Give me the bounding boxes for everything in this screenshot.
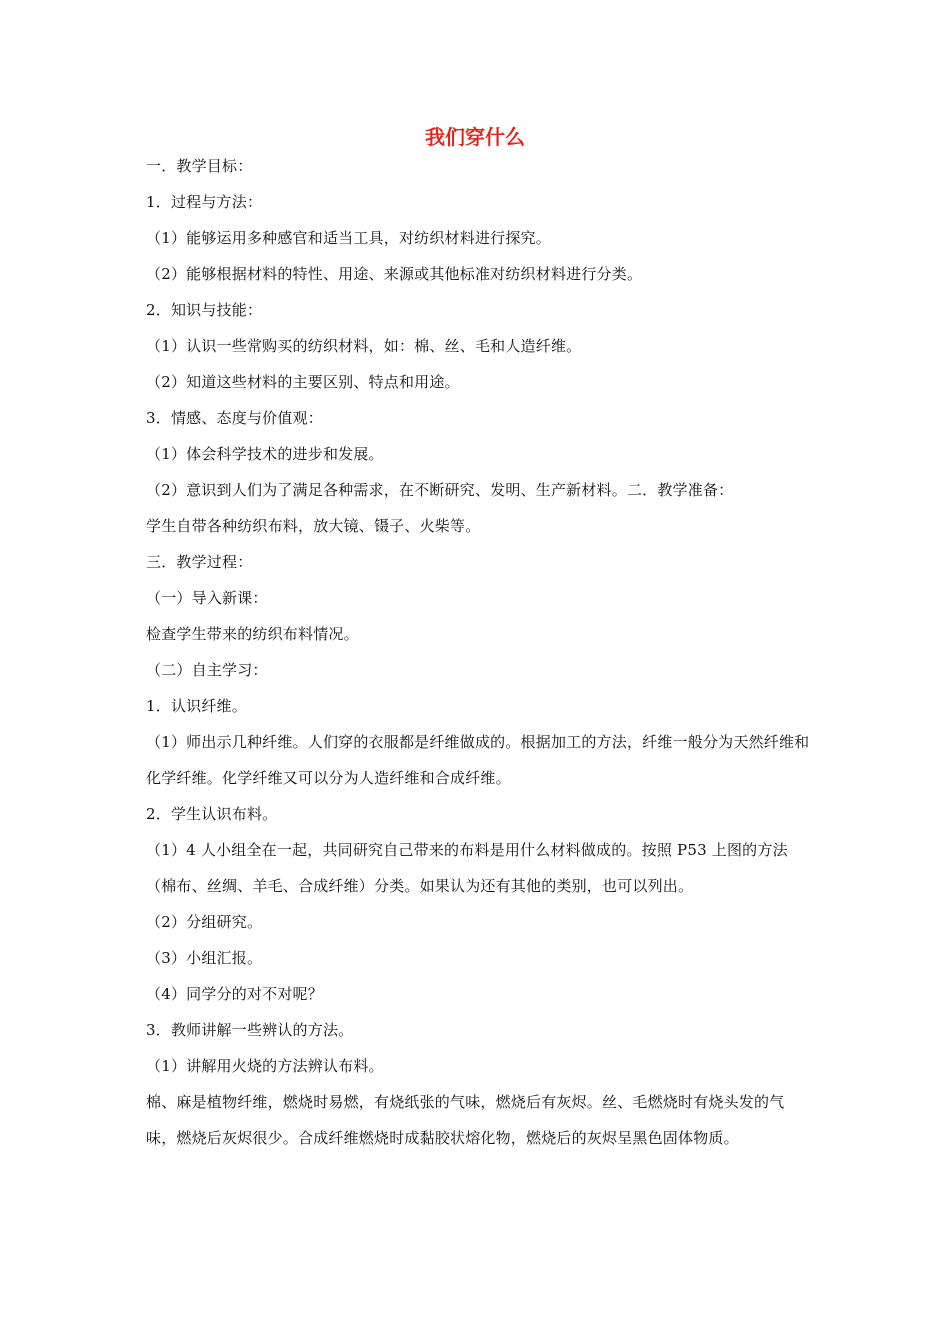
text-line: （2）能够根据材料的特性、用途、来源或其他标准对纺织材料进行分类。	[146, 265, 643, 283]
paragraph-group-study: （1）4 人小组全在一起，共同研究自己带来的布料是用什么材料做成的。按照 P53 上图的方法（棉布、丝绸、羊毛、合成纤维）分类。如果认为还有其他的类别，也可以列出。	[146, 841, 788, 895]
subheading-emotion-values: 3．情感、态度与价值观：	[146, 409, 323, 427]
text-line: 3．教师讲解一些辨认的方法。	[146, 1021, 354, 1039]
text-line: （4）同学分的对不对呢？	[146, 985, 323, 1003]
subheading-intro: （一）导入新课：	[146, 589, 268, 607]
text-line: 检查学生带来的纺织布料情况。	[146, 625, 359, 643]
heading-teaching-goals: 一．教学目标：	[146, 157, 253, 175]
text-line: （1）认识一些常购买的纺织材料，如：棉、丝、毛和人造纤维。	[146, 337, 582, 355]
text-line: 学生自带各种纺织布料，放大镜、镊子、火柴等。	[146, 517, 481, 535]
text-line: （1）能够运用多种感官和适当工具，对纺织材料进行探究。	[146, 229, 551, 247]
text-line: （2）意识到人们为了满足各种需求，在不断研究、发明、生产新材料。二．教学准备：	[146, 481, 734, 499]
subheading-process-method: 1．过程与方法：	[146, 193, 263, 211]
document-title: 我们穿什么	[425, 125, 525, 149]
paragraph-fibers: （1）师出示几种纤维。人们穿的衣服都是纤维做成的。根据加工的方法，纤维一般分为天然纤维和化学纤维。化学纤维又可以分为人造纤维和合成纤维。	[146, 733, 810, 787]
text-line: （1）体会科学技术的进步和发展。	[146, 445, 384, 463]
text-line: （2）知道这些材料的主要区别、特点和用途。	[146, 373, 460, 391]
text-line: （3）小组汇报。	[146, 949, 263, 967]
text-line: 1．认识纤维。	[146, 697, 247, 715]
subheading-self-study: （二）自主学习：	[146, 661, 268, 679]
heading-teaching-process: 三．教学过程：	[146, 553, 253, 571]
text-line: 2．学生认识布料。	[146, 805, 278, 823]
document-body	[146, 148, 811, 1156]
text-line: （1）讲解用火烧的方法辨认布料。	[146, 1057, 384, 1075]
text-line: （2）分组研究。	[146, 913, 263, 931]
subheading-knowledge-skills: 2．知识与技能：	[146, 301, 263, 319]
paragraph-burn-test: 棉、麻是植物纤维，燃烧时易燃，有烧纸张的气味，燃烧后有灰烬。丝、毛燃烧时有烧头发的气味，燃烧后灰烬很少。合成纤维燃烧时成黏胶状熔化物，燃烧后的灰烬呈黑色固体物质。	[146, 1093, 785, 1147]
